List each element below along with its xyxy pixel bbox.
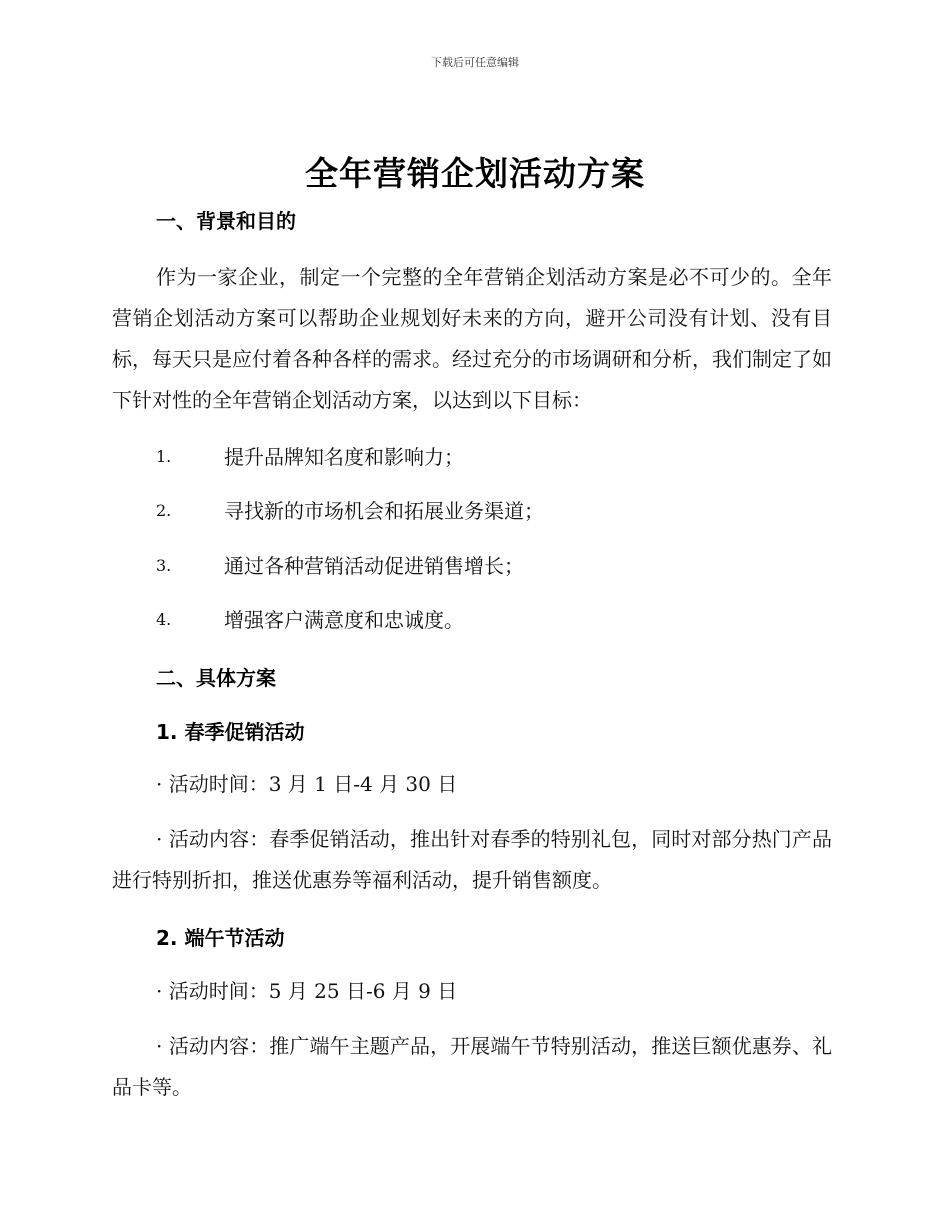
activity-heading-spring: 1. 春季促销活动	[156, 720, 305, 744]
page-header-note: 下载后可任意编辑	[431, 56, 519, 69]
goal-text: 提升品牌知名度和影响力；	[224, 445, 464, 469]
activity-heading-dragon-boat: 2. 端午节活动	[156, 926, 285, 950]
activity-content-dragon-boat: · 活动内容：推广端午主题产品，开展端午节特别活动，推送巨额优惠券、礼品卡等。	[112, 1034, 832, 1099]
goal-number: 1.	[156, 447, 172, 466]
activity-time-dragon-boat: · 活动时间：5 月 25 日-6 月 9 日	[156, 979, 458, 1003]
goal-number: 3.	[156, 556, 172, 575]
background-paragraph: 作为一家企业，制定一个完整的全年营销企划活动方案是必不可少的。全年营销企划活动方案可以帮助企业规划好未来的方向，避开公司没有计划、没有目标，每天只是应付着各种各样的需求。经过充分的市场调研和分析，我们制定了如下针对性的全年营销企划活动方案，以达到以下目标：	[112, 265, 832, 412]
document-title: 全年营销企划活动方案	[305, 154, 645, 193]
activity-time-spring: · 活动时间：3 月 1 日-4 月 30 日	[156, 772, 458, 796]
activity-content-spring: · 活动内容：春季促销活动，推出针对春季的特别礼包，同时对部分热门产品进行特别折扣，推送优惠券等福利活动，提升销售额度。	[112, 827, 832, 892]
goal-number: 4.	[156, 610, 172, 629]
goal-text: 通过各种营销活动促进销售增长；	[224, 554, 524, 578]
section-heading-background: 一、背景和目的	[156, 209, 296, 233]
section-heading-plan: 二、具体方案	[156, 666, 276, 690]
goal-text: 增强客户满意度和忠诚度。	[224, 608, 464, 632]
goal-number: 2.	[156, 501, 172, 520]
goal-text: 寻找新的市场机会和拓展业务渠道；	[224, 499, 544, 523]
